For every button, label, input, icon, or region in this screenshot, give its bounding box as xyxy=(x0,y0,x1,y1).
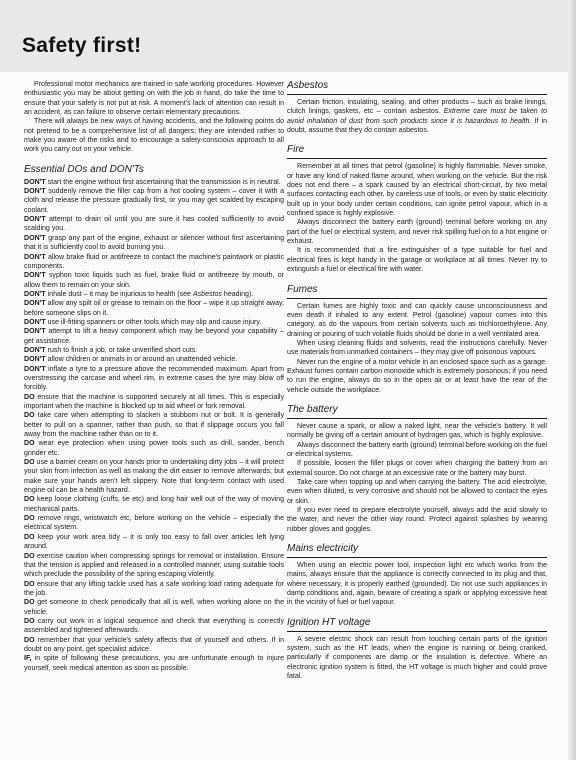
dos-donts-item xyxy=(24,617,284,636)
dos-donts-item xyxy=(24,411,284,439)
item-keyword: IF, xyxy=(24,655,32,663)
dos-donts-item xyxy=(24,552,284,580)
item-text: syphon toxic liquids such as fuel, brake fluid or antifreeze by mouth, or allow them to remain on your skin. xyxy=(24,272,284,289)
item-text: attempt to drain oil until you are sure it has cooled sufficiently to avoid scalding you. xyxy=(24,216,284,233)
item-text: wear eye protection when using power tools such as drill, sander, bench grinder etc. xyxy=(24,440,284,457)
fumes-paragraph: When using cleaning fluids and solvents, read the instructions carefully. Never use materials from unmarked containers – they may give off poisonous vapours. xyxy=(287,339,547,357)
dos-donts-item xyxy=(24,495,284,514)
item-keyword: DO xyxy=(24,580,35,588)
item-keyword: DO xyxy=(24,515,35,523)
fire-paragraph: Remember at all times that petrol (gasoline) is highly flammable. Never smoke, or have any kind of naked flame around, when working on the vehicle. But the risk does not end there – a spark caused by an electrical short-circuit, by two metal surfaces contacting each other, by careless use of tools, or even by static electricity built up in your body under certain conditions, can ignite petrol vapour, which in a confined space is highly explosive. xyxy=(287,163,547,218)
section-rule xyxy=(287,94,547,95)
dos-donts-item xyxy=(24,290,284,299)
item-emphasis: Asbestos xyxy=(192,290,222,298)
section-rule xyxy=(287,298,547,299)
item-text: use a barrier cream on your hands prior to undertaking dirty jobs – it will protect your skin from infection as well as making the dirt easier to remove afterwards; but make sure your hands aren't left slippery. Note that long-term contact with used engine oil can be a health hazard. xyxy=(24,459,284,495)
item-keyword: DO xyxy=(24,599,35,607)
ignition-paragraph: A severe electric shock can result from touching certain parts of the ignition system, such as the HT leads, when the engine is running or being cranked, particularly if components are damp or the insulation is defective. Where an electronic ignition system is fitted, the HT voltage is much higher and could prove fatal. xyxy=(287,635,547,681)
fumes-paragraph: Never run the engine of a motor vehicle in an enclosed space such as a garage. Exhaust fumes contain carbon monoxide which is extremely poisonous; if you need to run the engine, always do so in the open air or at least have the rear of the vehicle outside the workplace. xyxy=(287,358,547,394)
item-keyword: DO xyxy=(24,533,35,541)
item-text: take care when attempting to slacken a stubborn nut or bolt. It is generally better to pull on a spanner, rather than push, so that if slippage occurs you fall away from the machine rather than on to it. xyxy=(24,412,284,439)
fire-paragraph: It is recommended that a fire extinguisher of a type suitable for fuel and electrical fires is kept handy in the garage or workplace at all times. Never try to extinguish a fuel or electrical fire with water. xyxy=(287,247,547,274)
battery-heading: The battery xyxy=(287,403,338,415)
item-keyword: DON'T xyxy=(24,346,46,354)
item-keyword: DON'T xyxy=(24,178,46,186)
dos-donts-item xyxy=(24,178,284,187)
item-keyword: DON'T xyxy=(24,365,46,373)
item-keyword: DON'T xyxy=(24,188,46,196)
item-keyword: DON'T xyxy=(24,318,46,326)
section-rule xyxy=(287,158,547,159)
fire-heading: Fire xyxy=(287,144,305,156)
asbestos-heading: Asbestos xyxy=(287,80,329,91)
item-text: remember that your vehicle's safety affects that of yourself and others. If in doubt on any point, get specialist advice. xyxy=(24,636,284,653)
item-keyword: DO xyxy=(24,496,35,504)
dos-donts-item xyxy=(24,636,284,655)
dos-donts-item xyxy=(24,355,284,364)
dos-donts-item xyxy=(24,318,284,327)
battery-paragraph: Never cause a spark, or allow a naked light, near the vehicle's battery. It will normally be giving off a certain amount of hydrogen gas, which is highly explosive. xyxy=(287,422,547,440)
item-keyword: DO xyxy=(24,393,35,401)
item-text: ensure that the machine is supported securely at all times. This is especially important when the machine is blocked up to aid wheel or fork removal. xyxy=(24,393,284,410)
mains-paragraph: When using an electric power tool, inspection light etc which works from the mains, always ensure that the appliance is correctly connected to its plug and that, where necessary, it is properly earthed (grounded). Do not use such appliances in damp conditions and, again, beware of creating a spark or applying excessive heat in the vicinity of fuel or fuel vapour. xyxy=(287,562,547,607)
dos-donts-item xyxy=(24,299,284,318)
item-text: start the engine without first ascertaining that the transmission is in neutral. xyxy=(45,178,281,186)
item-keyword: DON'T xyxy=(24,328,46,336)
item-keyword: DO xyxy=(24,440,35,448)
battery-paragraph: If you ever need to prepare electrolyte yourself, always add the acid slowly to the water, and never the other way round. Protect against splashes by wearing rubber gloves and goggles. xyxy=(287,507,547,533)
dos-donts-item xyxy=(24,598,284,617)
section-rule xyxy=(287,418,547,419)
item-text: ensure that any lifting tackle used has a safe working load rating adequate for the job. xyxy=(24,580,284,597)
page-edge-shadow xyxy=(568,0,576,760)
item-text: attempt to lift a heavy component which may be beyond your capability – get assistance. xyxy=(24,328,284,345)
intro-paragraph: There will always be new ways of having accidents, and the following points do not pretend to be a comprehensive list of all dangers; they are intended rather to make you aware of the risks and to encourage a safety-conscious approach to all work you carry out on your vehicle. xyxy=(24,118,284,154)
item-text: use ill-fitting spanners or other tools which may slip and cause injury. xyxy=(45,318,262,326)
dos-donts-item xyxy=(24,580,284,599)
dos-donts-item xyxy=(24,365,284,393)
item-keyword: DON'T xyxy=(24,234,46,242)
item-text: get someone to check periodically that all is well, when working alone on the vehicle. xyxy=(24,599,284,616)
item-keyword: DO xyxy=(24,412,35,420)
item-keyword: DON'T xyxy=(24,253,46,261)
dos-donts-item xyxy=(24,514,284,533)
asbestos-paragraph: Certain friction, insulating, sealing, and other products – such as brake linings, clutch linings, gaskets, etc – contain asbestos. Extreme care must be taken to avoid inhalation of dust from such products since it is hazardous to health. If in doubt, assume that they do contain asbestos. xyxy=(287,99,547,135)
dos-donts-item xyxy=(24,533,284,552)
dos-donts-item xyxy=(24,187,284,215)
item-text: allow brake fluid or antifreeze to contact the machine's paintwork or plastic components. xyxy=(24,253,284,270)
item-text: suddenly remove the filler cap from a hot cooling system – cover it with a cloth and release the pressure gradually first, or you may get scalded by escaping coolant. xyxy=(24,188,284,214)
intro-paragraph: Professional motor mechanics are trained in safe working procedures. However enthusiastic you may be about getting on with the job in hand, do take the time to ensure that your safety is not put at risk. A moment's lack of attention can result in an accident, as can failure to observe certain elementary precautions. xyxy=(24,81,284,117)
dos-donts-item xyxy=(24,393,284,412)
right-column xyxy=(287,80,547,755)
item-text: grasp any part of the engine, exhaust or silencer without first ascertaining that it is sufficiently cool to avoid burning you. xyxy=(24,234,284,252)
item-text: allow any spilt oil or grease to remain on the floor – wipe it up straight away, before someone slips on it. xyxy=(24,300,284,317)
dos-donts-item xyxy=(24,215,284,234)
fumes-heading: Fumes xyxy=(287,283,318,295)
item-text: inflate a tyre to a pressure above the recommended maximum. Apart from overstressing the carcase and wheel rim, in extreme cases the tyre may blow off forcibly. xyxy=(24,365,284,392)
dos-donts-item xyxy=(24,439,284,458)
item-text-after: heading). xyxy=(221,290,254,298)
item-keyword: DON'T xyxy=(24,216,46,224)
item-keyword: DON'T xyxy=(24,300,46,308)
fumes-paragraph: Certain fumes are highly toxic and can quickly cause unconsciousness and even death if inhaled to any extent. Petrol (gasoline) vapour comes into this category, as do the vapours from certain solvents such as trichloroethylene. Any draining or pouring of such volatile fluids should be done in a well ventilated area. xyxy=(287,302,547,338)
dos-donts-item xyxy=(24,327,284,346)
dos-donts-item xyxy=(24,458,284,495)
item-keyword: DON'T xyxy=(24,290,46,298)
item-text: inhale dust – it may be injurious to health (see xyxy=(45,290,193,298)
left-column xyxy=(24,80,284,755)
section-rule xyxy=(287,631,547,632)
battery-paragraph: Always disconnect the battery earth (ground) terminal before working on the fuel or electrical systems. xyxy=(287,441,547,458)
battery-paragraph: If possible, loosen the filler plugs or cover when charging the battery from an external source. Do not charge at an excessive rate or the battery may burst. xyxy=(287,460,547,477)
item-text: carry out work in a logical sequence and check that everything is correctly assembled and tightened afterwards. xyxy=(24,617,284,635)
dos-donts-item xyxy=(24,654,284,673)
item-text: rush to finish a job, or take unverified short cuts. xyxy=(45,346,198,354)
item-keyword: DO xyxy=(24,459,35,467)
item-keyword: DO xyxy=(24,636,35,644)
item-text: remove rings, wristwatch etc, before working on the vehicle – especially the electrical system. xyxy=(24,515,284,532)
item-keyword: DO xyxy=(24,552,35,560)
item-text: in spite of following these precautions, you are unfortunate enough to injure yourself, seek medical attention as soon as possible. xyxy=(24,655,284,672)
item-text: keep loose clothing (cuffs, tie etc) and long hair well out of the way of moving mechanical parts. xyxy=(24,496,284,513)
battery-paragraph: Take care when topping up and when carrying the battery. The acid electrolyte, even when diluted, is very corrosive and should not be allowed to contact the eyes or skin. xyxy=(287,479,547,505)
dos-donts-list xyxy=(24,178,284,673)
essentials-heading: Essential DOs and DON'Ts xyxy=(24,163,144,175)
dos-donts-item xyxy=(24,271,284,290)
mains-heading: Mains electricity xyxy=(287,543,359,555)
dos-donts-item xyxy=(24,253,284,272)
item-keyword: DON'T xyxy=(24,272,46,280)
page-title: Safety first! xyxy=(22,34,142,57)
section-rule xyxy=(287,557,547,558)
fire-paragraph: Always disconnect the battery earth (ground) terminal before working on any part of the fuel or electrical system, and never risk spilling fuel on to a hot engine or exhaust. xyxy=(287,219,547,246)
item-text: allow children or animals in or around an unattended vehicle. xyxy=(45,356,238,364)
item-keyword: DO xyxy=(24,617,35,625)
dos-donts-item xyxy=(24,346,284,355)
item-text: keep your work area tidy – it is only too easy to fall over articles left lying around. xyxy=(24,533,284,551)
item-keyword: DON'T xyxy=(24,356,46,364)
dos-donts-item xyxy=(24,234,284,253)
item-text: exercise caution when compressing springs for removal or installation. Ensure that the tension is applied and released in a controlled manner, using suitable tools which preclude the possibility of the spring escaping violently. xyxy=(24,552,284,579)
ignition-heading: Ignition HT voltage xyxy=(287,616,371,628)
